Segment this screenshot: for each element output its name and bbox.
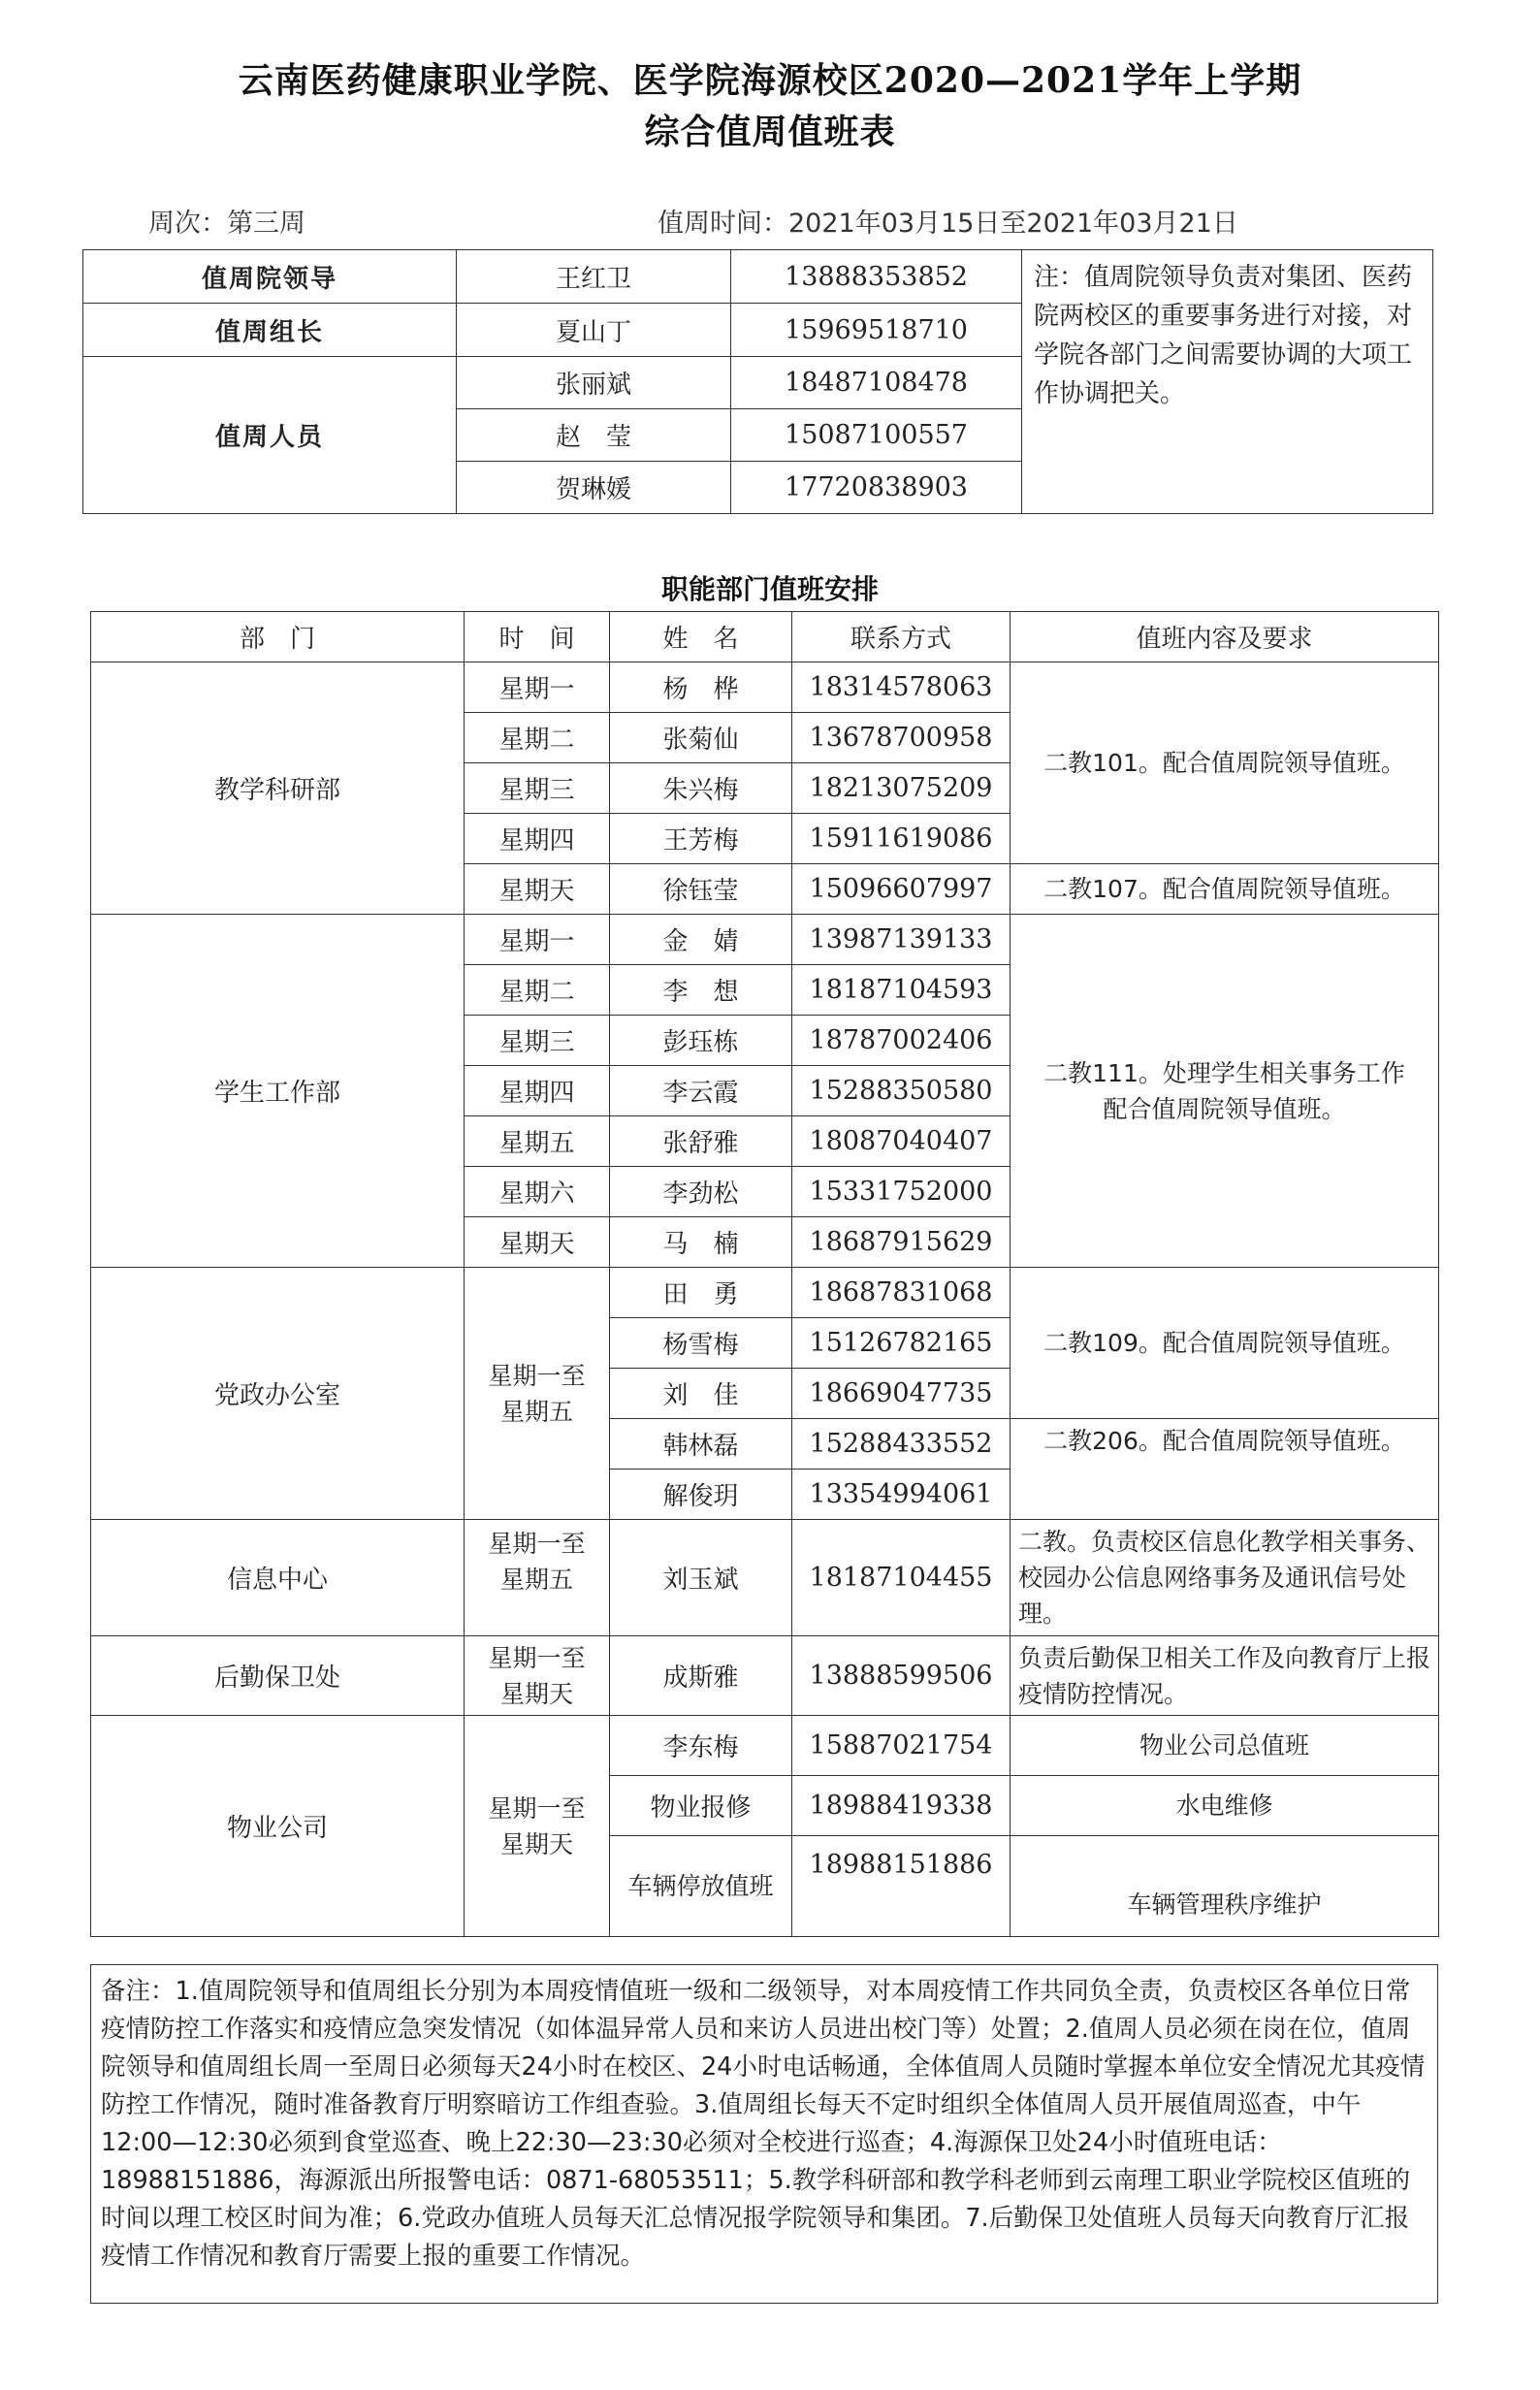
- duty-phone: 18314578063: [792, 662, 1011, 713]
- duty-phone: 15126782165: [792, 1318, 1011, 1369]
- staff-phone: 18487108478: [731, 357, 1022, 409]
- header-time: 时 间: [465, 612, 610, 662]
- duty-phone: 15331752000: [792, 1167, 1011, 1217]
- duty-day: 星期天: [465, 864, 610, 915]
- dept-info-center: 信息中心: [91, 1520, 465, 1636]
- duty-phone: 15911619086: [792, 814, 1011, 864]
- duty-phone: 18988151886: [792, 1836, 1011, 1937]
- duty-requirement: 二教206。配合值周院领导值班。: [1011, 1419, 1439, 1520]
- duty-name: 刘玉斌: [610, 1520, 792, 1636]
- duty-phone: 18787002406: [792, 1016, 1011, 1066]
- duty-name: 物业报修: [610, 1776, 792, 1836]
- requirement-line: 二教111。处理学生相关事务工作: [1043, 1058, 1405, 1087]
- duty-day: 星期一: [465, 915, 610, 965]
- duty-phone: 15288350580: [792, 1066, 1011, 1116]
- duty-day: 星期三: [465, 1016, 610, 1066]
- dept-student: 学生工作部: [91, 915, 465, 1268]
- department-table: [90, 611, 1439, 1937]
- duty-day: 星期二: [465, 965, 610, 1016]
- time-line: 星期一至: [488, 1530, 586, 1558]
- staff-name: 赵 莹: [457, 409, 731, 462]
- group-label: 值周组长: [83, 304, 457, 357]
- duty-phone: 18988419338: [792, 1776, 1011, 1836]
- duty-day: 星期五: [465, 1116, 610, 1167]
- duty-phone: 13987139133: [792, 915, 1011, 965]
- dept-party-office: 党政办公室: [91, 1268, 465, 1520]
- staff-phone: 17720838903: [731, 462, 1022, 514]
- head-name: 王红卫: [457, 250, 731, 304]
- duty-day: 星期六: [465, 1167, 610, 1217]
- duty-name: 李劲松: [610, 1167, 792, 1217]
- duty-phone: 18187104593: [792, 965, 1011, 1016]
- duty-phone: 13354994061: [792, 1470, 1011, 1520]
- duty-name: 朱兴梅: [610, 763, 792, 814]
- duty-name: 彭珏栋: [610, 1016, 792, 1066]
- duty-day: 星期一: [465, 662, 610, 713]
- duty-name: 李云霞: [610, 1066, 792, 1116]
- duty-name: 王芳梅: [610, 814, 792, 864]
- time-line: 星期天: [499, 1829, 573, 1858]
- duty-day: 星期四: [465, 1066, 610, 1116]
- duty-name: 杨雪梅: [610, 1318, 792, 1369]
- duty-phone: 18087040407: [792, 1116, 1011, 1167]
- duty-name: 车辆停放值班: [610, 1836, 792, 1937]
- duty-day: 星期四: [465, 814, 610, 864]
- staff-phone: 15087100557: [731, 409, 1022, 462]
- duty-phone: 15887021754: [792, 1716, 1011, 1776]
- dept-property: 物业公司: [91, 1716, 465, 1937]
- week-number: 周次：第三周: [148, 209, 305, 239]
- duty-phone: 18213075209: [792, 763, 1011, 814]
- time-line: 星期天: [499, 1679, 573, 1708]
- group-name: 夏山丁: [457, 304, 731, 357]
- duty-phone: 15288433552: [792, 1419, 1011, 1470]
- header-requirements: 值班内容及要求: [1011, 612, 1439, 662]
- duty-day: 星期二: [465, 713, 610, 763]
- duty-phone: 18687915629: [792, 1217, 1011, 1268]
- duty-requirement: 物业公司总值班: [1011, 1716, 1439, 1776]
- duty-phone: 18687831068: [792, 1268, 1011, 1318]
- staff-label: 值周人员: [83, 357, 457, 514]
- duty-name: 金 婧: [610, 915, 792, 965]
- time-line: 星期一至: [488, 1643, 586, 1672]
- duty-name: 李 想: [610, 965, 792, 1016]
- duty-requirement: 二教109。配合值周院领导值班。: [1011, 1268, 1439, 1419]
- dept-teaching: 教学科研部: [91, 662, 465, 915]
- group-phone: 15969518710: [731, 304, 1022, 357]
- duty-name: 张舒雅: [610, 1116, 792, 1167]
- duty-requirement: 二教101。配合值周院领导值班。: [1011, 662, 1439, 864]
- duty-requirement: [1011, 915, 1439, 1268]
- section-title: 职能部门值班安排: [660, 573, 879, 605]
- header-name: 姓 名: [610, 612, 792, 662]
- duty-name: 解俊玥: [610, 1470, 792, 1520]
- staff-name: 张丽斌: [457, 357, 731, 409]
- leader-note: 注：值周院领导负责对集团、医药院两校区的重要事务进行对接，对学院各部门之间需要协调的大项工作协调把关。: [1022, 250, 1433, 514]
- duty-time: [465, 1716, 610, 1937]
- duty-name: 徐钰莹: [610, 864, 792, 915]
- duty-requirement: 负责后勤保卫相关工作及向教育厅上报疫情防控情况。: [1011, 1636, 1439, 1716]
- dept-logistics: 后勤保卫处: [91, 1636, 465, 1716]
- duty-time: [465, 1636, 610, 1716]
- document-title: 云南医药健康职业学院、医学院海源校区2020—2021学年上学期: [238, 60, 1302, 101]
- header-contact: 联系方式: [792, 612, 1011, 662]
- head-label: 值周院领导: [83, 250, 457, 304]
- header-dept: 部 门: [91, 612, 465, 662]
- duty-phone: 13888599506: [792, 1636, 1011, 1716]
- time-line: 星期五: [499, 1397, 573, 1426]
- duty-phone: 18187104455: [792, 1520, 1011, 1636]
- requirement-line: 配合值周院领导值班。: [1103, 1094, 1346, 1123]
- time-line: 星期五: [499, 1566, 573, 1594]
- duty-requirement: 水电维修: [1011, 1776, 1439, 1836]
- leader-table: [82, 249, 1433, 514]
- remarks-box: 备注：1.值周院领导和值周组长分别为本周疫情值班一级和二级领导，对本周疫情工作共同负全责，负责校区各单位日常疫情防控工作落实和疫情应急突发情况（如体温异常人员和来访人员进出校门等）处置；2.值周人员必须在岗在位，值周院领导和值周组长周一至周日必须每天24小时在校区、24小时电话畅通，全体值周人员随时掌握本单位安全情况尤其疫情防控工作情况，随时准备教育厅明察暗访工作组查验。3.值周组长每天不定时组织全体值周人员开展值周巡查，中午12:00—12:30必须到食堂巡查、晚上22:30—23:30必须对全校进行巡查；4.海源保卫处24小时值班电话：18988151886，海源派出所报警电话：0871-68053511；5.教学科研部和教学科老师到云南理工职业学院校区值班的时间以理工校区时间为准；6.党政办值班人员每天汇总情况报学院领导和集团。7.后勤保卫处值班人员每天向教育厅汇报疫情工作情况和教育厅需要上报的重要工作情况。: [90, 1964, 1438, 2304]
- duty-name: 马 楠: [610, 1217, 792, 1268]
- staff-name: 贺琳媛: [457, 462, 731, 514]
- document-subtitle: 综合值周值班表: [644, 112, 896, 152]
- head-phone: 13888353852: [731, 250, 1022, 304]
- duty-name: 张菊仙: [610, 713, 792, 763]
- duty-requirement: 车辆管理秩序维护: [1011, 1836, 1439, 1937]
- duty-requirement: 二教107。配合值周院领导值班。: [1011, 864, 1439, 915]
- duty-phone: 13678700958: [792, 713, 1011, 763]
- duty-time: [465, 1520, 610, 1636]
- duty-time: [465, 1268, 610, 1520]
- duty-name: 成斯雅: [610, 1636, 792, 1716]
- duty-name: 刘 佳: [610, 1369, 792, 1419]
- duty-name: 韩林磊: [610, 1419, 792, 1470]
- duty-name: 田 勇: [610, 1268, 792, 1318]
- duty-day: 星期三: [465, 763, 610, 814]
- duty-period: 值周时间：2021年03月15日至2021年03月21日: [658, 209, 1238, 239]
- time-line: 星期一至: [488, 1361, 586, 1390]
- duty-name: 杨 桦: [610, 662, 792, 713]
- duty-name: 李东梅: [610, 1716, 792, 1776]
- duty-phone: 18669047735: [792, 1369, 1011, 1419]
- duty-phone: 15096607997: [792, 864, 1011, 915]
- duty-day: 星期天: [465, 1217, 610, 1268]
- time-line: 星期一至: [488, 1793, 586, 1823]
- duty-requirement: 二教。负责校区信息化教学相关事务、校园办公信息网络事务及通讯信号处理。: [1011, 1520, 1439, 1636]
